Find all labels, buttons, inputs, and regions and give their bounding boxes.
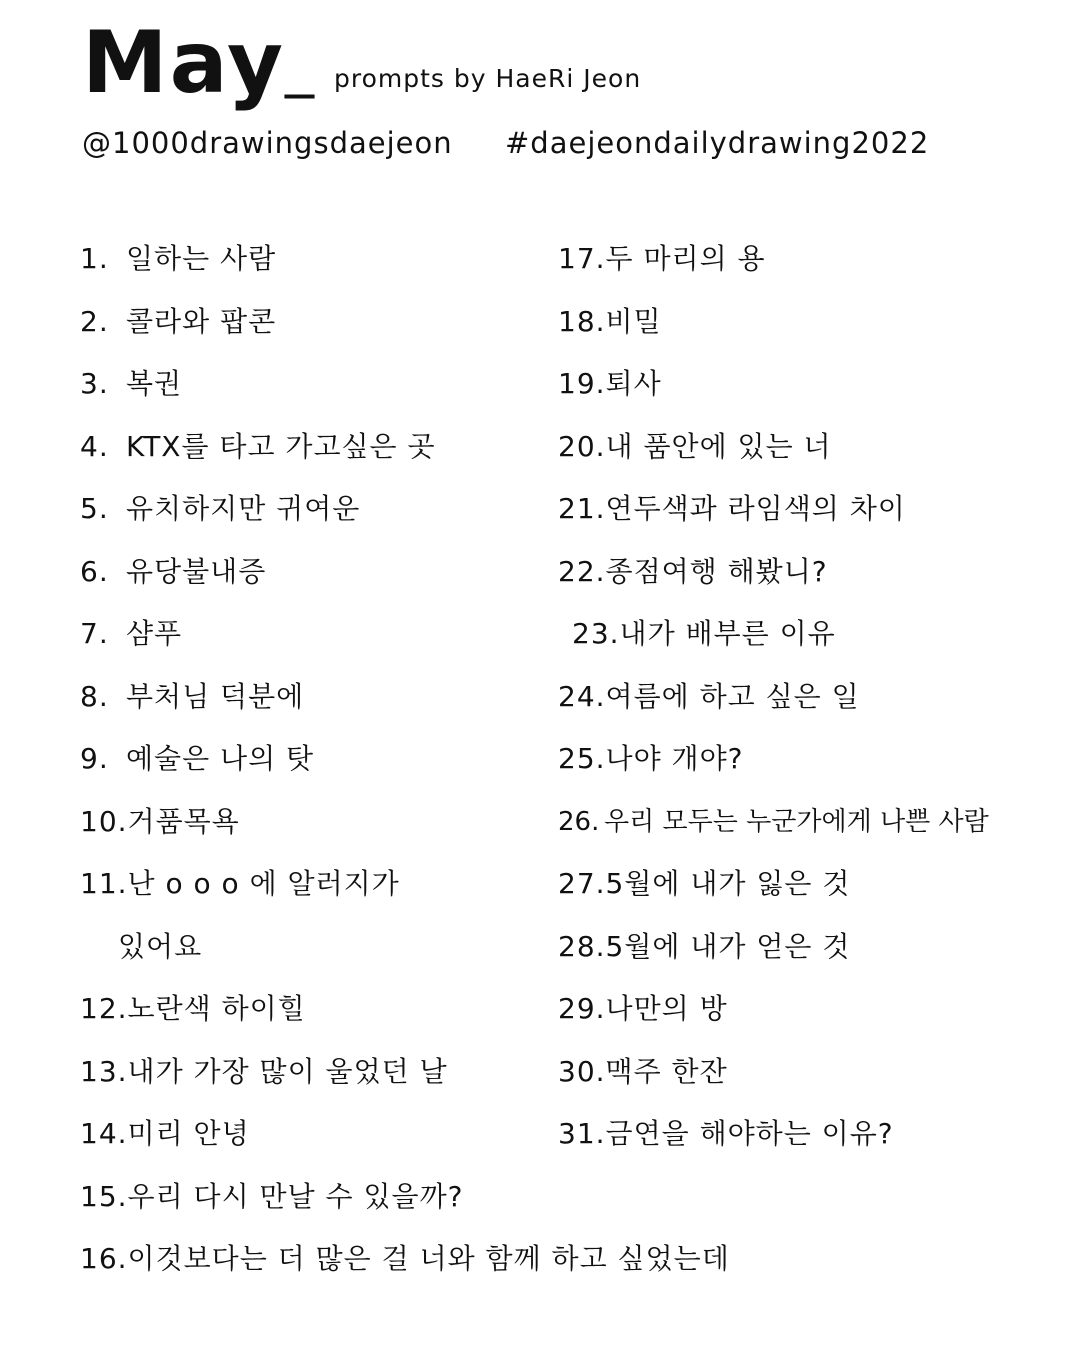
prompt-item bbox=[558, 1046, 1058, 1109]
prompt-item bbox=[558, 608, 1058, 671]
prompt-text: 우리 다시 만날 수 있을까? bbox=[127, 1179, 464, 1213]
prompt-item bbox=[80, 1046, 540, 1109]
prompt-number: 8. bbox=[80, 679, 109, 713]
prompt-text: 두 마리의 용 bbox=[605, 242, 766, 275]
prompt-text: 내가 가장 많이 울었던 날 bbox=[127, 1054, 448, 1088]
prompt-list-right bbox=[558, 233, 1058, 1171]
subtitle: prompts by HaeRi Jeon bbox=[334, 64, 642, 93]
prompt-item bbox=[80, 1108, 540, 1171]
prompt-number: 9. bbox=[80, 742, 109, 775]
prompt-number: 14. bbox=[80, 1117, 128, 1150]
prompt-text: 이것보다는 더 많은 걸 너와 함께 하고 싶었는데 bbox=[127, 1242, 730, 1275]
prompt-number: 4. bbox=[80, 429, 109, 463]
prompt-text: 유치하지만 귀여운 bbox=[126, 492, 361, 525]
prompt-item bbox=[558, 421, 1058, 484]
prompt-item bbox=[80, 796, 540, 859]
prompt-text: 내 품안에 있는 너 bbox=[605, 429, 832, 463]
prompt-text: 유당불내증 bbox=[126, 554, 267, 588]
prompt-number: 7. bbox=[80, 617, 109, 650]
prompt-number: 2. bbox=[80, 304, 109, 338]
prompt-text: 나만의 방 bbox=[605, 992, 728, 1025]
prompt-item bbox=[558, 796, 1058, 859]
prompt-item bbox=[558, 983, 1058, 1046]
prompt-text: 여름에 하고 싶은 일 bbox=[605, 679, 860, 713]
prompt-item bbox=[558, 671, 1058, 734]
page-title: May bbox=[82, 13, 286, 113]
prompt-item bbox=[80, 421, 540, 484]
prompt-text: 종점여행 해봤니? bbox=[605, 554, 828, 588]
prompt-text: 부처님 덕분에 bbox=[126, 679, 305, 713]
prompt-item bbox=[80, 608, 540, 671]
prompt-number: 6. bbox=[80, 554, 109, 588]
prompt-number: 22. bbox=[558, 554, 606, 588]
prompt-text: 내가 배부른 이유 bbox=[619, 617, 836, 650]
prompt-item bbox=[80, 1171, 1060, 1234]
prompt-text: 맥주 한잔 bbox=[605, 1054, 728, 1088]
prompt-number: 26. bbox=[558, 806, 600, 837]
prompt-item bbox=[558, 233, 1058, 296]
prompt-number: 10. bbox=[80, 804, 128, 838]
prompt-item bbox=[80, 358, 540, 421]
prompt-number: 17. bbox=[558, 242, 606, 275]
prompt-text: 예술은 나의 탓 bbox=[126, 742, 315, 775]
prompt-item bbox=[80, 858, 540, 921]
prompt-number: 30. bbox=[558, 1054, 606, 1088]
prompt-text: 난 o o o 에 알러지가 bbox=[127, 867, 400, 900]
prompt-text: 샴푸 bbox=[126, 617, 183, 650]
prompt-number: 11. bbox=[80, 867, 128, 900]
prompt-text: 연두색과 라임색의 차이 bbox=[605, 492, 906, 525]
prompt-text: KTX를 타고 가고싶은 곳 bbox=[126, 429, 436, 463]
prompt-item bbox=[80, 296, 540, 359]
prompt-number: 28. bbox=[558, 929, 606, 963]
prompt-item bbox=[558, 858, 1058, 921]
prompt-number: 31. bbox=[558, 1117, 606, 1150]
prompt-item bbox=[80, 921, 540, 984]
prompt-text: 나야 개야? bbox=[605, 742, 744, 775]
prompt-text: 있어요 bbox=[118, 929, 203, 963]
prompt-number: 5. bbox=[80, 492, 109, 525]
prompt-number: 1. bbox=[80, 242, 109, 275]
prompt-item bbox=[80, 483, 540, 546]
prompt-item bbox=[80, 233, 540, 296]
hashtag: #daejeondailydrawing2022 bbox=[505, 126, 930, 160]
instagram-handle: @1000drawingsdaejeon bbox=[82, 126, 453, 160]
prompt-text: 콜라와 팝콘 bbox=[126, 304, 277, 338]
prompt-text: 퇴사 bbox=[605, 367, 662, 400]
prompt-list-bottom bbox=[80, 1171, 1060, 1296]
prompt-number: 19. bbox=[558, 367, 606, 400]
prompt-item bbox=[558, 1108, 1058, 1171]
prompt-text: 우리 모두는 누군가에게 나쁜 사람 bbox=[604, 806, 989, 837]
prompt-item bbox=[558, 921, 1058, 984]
prompt-number: 24. bbox=[558, 679, 606, 713]
prompt-text: 거품목욕 bbox=[127, 804, 240, 838]
prompt-item bbox=[80, 1233, 1060, 1296]
prompt-text: 5월에 내가 얻은 것 bbox=[605, 929, 851, 963]
prompt-number: 12. bbox=[80, 992, 128, 1025]
prompt-text: 일하는 사람 bbox=[126, 242, 277, 275]
prompt-item bbox=[558, 483, 1058, 546]
prompt-number: 3. bbox=[80, 367, 109, 400]
prompt-item bbox=[80, 546, 540, 609]
prompt-text: 5월에 내가 잃은 것 bbox=[605, 867, 851, 900]
prompt-number: 25. bbox=[558, 742, 606, 775]
prompt-text: 미리 안녕 bbox=[127, 1117, 250, 1150]
prompt-list-left bbox=[80, 233, 540, 1171]
prompt-text: 복권 bbox=[126, 367, 183, 400]
prompt-number: 29. bbox=[558, 992, 606, 1025]
prompt-number: 21. bbox=[558, 492, 606, 525]
prompt-number: 16. bbox=[80, 1242, 128, 1275]
prompt-item bbox=[80, 671, 540, 734]
prompt-item bbox=[80, 733, 540, 796]
title-dash: _ bbox=[285, 31, 314, 99]
prompt-number: 15. bbox=[80, 1179, 128, 1213]
prompt-number: 18. bbox=[558, 304, 606, 338]
prompt-text: 비밀 bbox=[605, 304, 662, 338]
prompt-item bbox=[558, 296, 1058, 359]
prompt-item bbox=[80, 983, 540, 1046]
prompt-number: 27. bbox=[558, 867, 606, 900]
prompt-number: 23. bbox=[572, 617, 620, 650]
prompt-item bbox=[558, 358, 1058, 421]
prompt-number: 20. bbox=[558, 429, 606, 463]
prompt-text: 노란색 하이힐 bbox=[127, 992, 306, 1025]
prompt-text: 금연을 해야하는 이유? bbox=[605, 1117, 894, 1150]
prompt-item bbox=[558, 546, 1058, 609]
prompt-item bbox=[558, 733, 1058, 796]
prompt-number: 13. bbox=[80, 1054, 128, 1088]
